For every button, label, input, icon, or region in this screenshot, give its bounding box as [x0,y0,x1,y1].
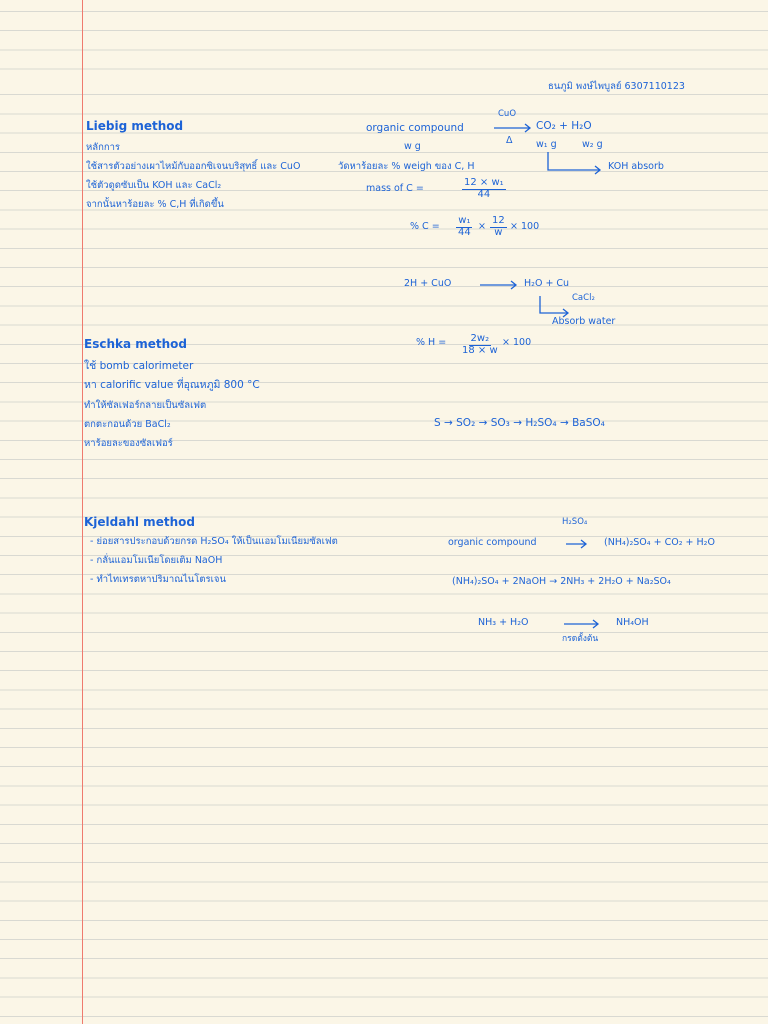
kjeldahl-bullet-2: - กลั่นแอมโมเนียโดยเติม NaOH [90,555,223,566]
arrow-h2o-cacl2 [540,296,568,313]
mass-c-fraction [462,178,506,200]
liebig-principle-label: หลักการ [86,142,121,153]
h-reaction-right: H₂O + Cu [524,278,570,289]
liebig-catalyst: CuO [498,109,517,119]
h-absorber-note: Absorb water [552,316,616,327]
sulfur-conversion-chain: S → SO₂ → SO₃ → H₂SO₄ → BaSO₄ [434,417,605,429]
mass-c-denominator: 44 [477,188,491,200]
pct-h-denominator: 18 × w [462,344,498,356]
eschka-line-3: ทำให้ซัลเฟอร์กลายเป็นซัลเฟต [84,400,207,411]
pct-h-numerator: 2w₂ [470,333,490,344]
liebig-note-2: ใช้ตัวดูดซับเป็น KOH และ CaCl₂ [86,180,222,191]
kjeldahl-reaction1-right: (NH₄)₂SO₄ + CO₂ + H₂O [604,537,715,548]
liebig-note-3: จากนั้นหาร้อยละ % C,H ที่เกิดขึ้น [86,199,224,210]
eschka-line-4: ตกตะกอนด้วย BaCl₂ [84,419,171,430]
pct-c-frac2-denominator: w [494,226,503,238]
pct-h-tail: × 100 [502,337,532,348]
arrowhead-h-reaction [511,281,516,289]
pct-c-label: % C = [410,221,440,232]
eschka-line-5: หาร้อยละของซัลเฟอร์ [84,438,173,449]
mass-c-numerator: 12 × w₁ [464,177,504,188]
pct-c-fraction-2 [490,216,507,238]
liebig-co2-mass: w₁ g [536,139,557,150]
liebig-koh-absorb: KOH absorb [608,161,664,172]
arrowhead-kjeldahl-1 [581,540,586,548]
kjeldahl-bullet-3: - ทำไทเทรตหาปริมาณไนโตรเจน [90,574,226,585]
kjeldahl-reaction3-left: NH₃ + H₂O [478,617,529,628]
kjeldahl-reagent: H₂SO₄ [562,517,588,527]
pct-c-frac1-numerator: w₁ [458,215,471,226]
pct-c-fraction-1 [456,216,473,238]
liebig-products: CO₂ + H₂O [536,120,592,132]
liebig-title: Liebig method [86,119,184,133]
arrow-co2-koh [548,152,600,170]
arrowhead-liebig-main [525,124,530,132]
liebig-h2o-mass: w₂ g [582,139,603,150]
pct-h-label: % H = [416,337,447,348]
arrowhead-co2-koh [595,166,600,174]
author-name-id: ธนภูมิ พงษ์ไพบูลย์ 6307110123 [548,81,685,92]
kjeldahl-title: Kjeldahl method [84,515,195,529]
liebig-reactant: organic compound [366,122,464,134]
h-reaction-left: 2H + CuO [404,278,452,289]
pct-c-tail: × 100 [510,221,540,232]
h-absorber-cacl2: CaCl₂ [572,293,595,303]
eschka-title: Eschka method [84,337,188,351]
kjeldahl-reaction3-right: NH₄OH [616,617,649,628]
pct-c-multiply: × [478,221,486,232]
liebig-calc-intro: วัดหาร้อยละ % weigh ของ C, H [338,161,475,172]
mass-c-label: mass of C = [366,183,424,194]
liebig-reactant-mass: w g [404,141,421,152]
eschka-line-1: ใช้ bomb calorimeter [84,360,194,372]
kjeldahl-bullet-1: - ย่อยสารประกอบด้วยกรด H₂SO₄ ให้เป็นแอมโมเนียมซัลเฟต [90,536,338,547]
page-margin-line [82,0,83,1024]
kjeldahl-reaction3-note: กรดตั้งต้น [562,634,599,644]
arrowhead-kjeldahl-3 [593,620,598,628]
eschka-line-2: หา calorific value ที่อุณหภูมิ 800 °C [84,379,260,391]
pct-h-fraction [460,334,500,356]
kjeldahl-reaction1-left: organic compound [448,537,537,548]
kjeldahl-reaction2: (NH₄)₂SO₄ + 2NaOH → 2NH₃ + 2H₂O + Na₂SO₄ [452,576,671,587]
liebig-heat-symbol: Δ [506,135,513,146]
pct-c-frac1-denominator: 44 [458,226,471,238]
liebig-note-1: ใช้สารตัวอย่างเผาไหม้กับออกซิเจนบริสุทธิ์ และ CuO [86,161,301,172]
pct-c-frac2-numerator: 12 [492,215,505,226]
